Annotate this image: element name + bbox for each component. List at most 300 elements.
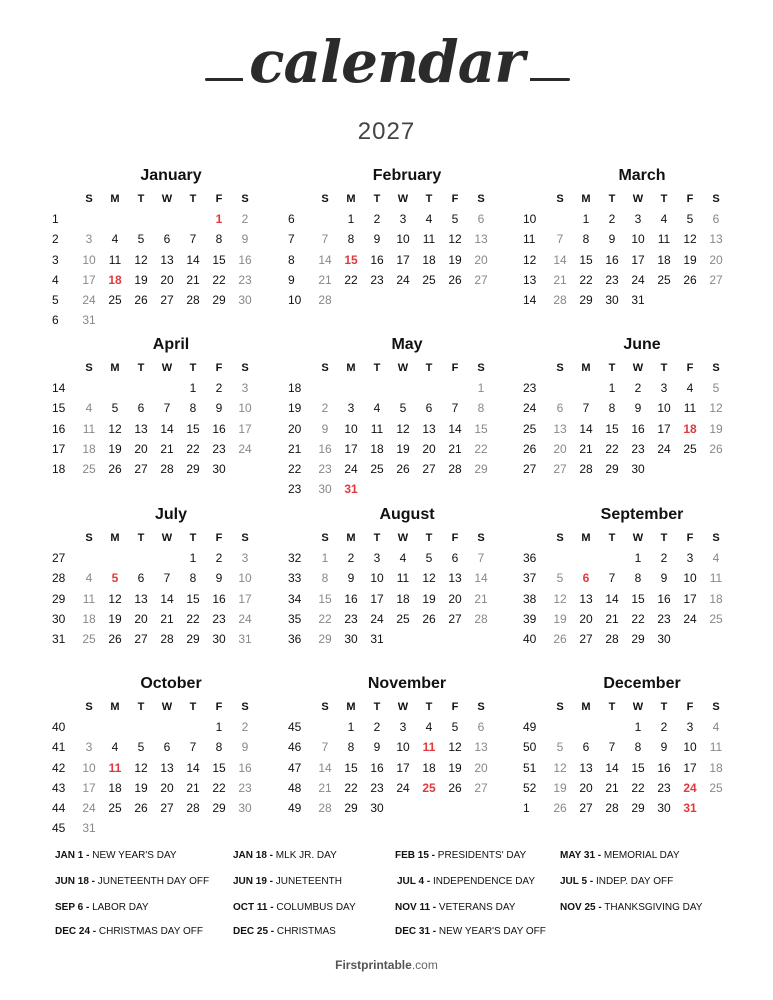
- day-cell: 8: [582, 232, 590, 247]
- holiday-name: NEW YEAR'S DAY: [92, 850, 177, 861]
- empty-day: [703, 290, 729, 310]
- day-cell: 3: [85, 232, 93, 247]
- weekday-header: F: [215, 362, 223, 374]
- day-cell: 4: [686, 381, 694, 396]
- day-cell: 2: [660, 551, 668, 566]
- day-cell: 18: [82, 611, 96, 626]
- empty-day: [154, 378, 180, 398]
- day-cell: 23: [605, 272, 619, 287]
- day-cell: 3: [686, 720, 694, 735]
- day-cell: 4: [425, 720, 433, 735]
- weekday-header: M: [110, 532, 120, 544]
- month-name: October: [140, 675, 202, 692]
- day-cell: 3: [399, 720, 407, 735]
- day-cell: 21: [318, 780, 332, 795]
- weekday-header: W: [632, 193, 644, 205]
- day-cell: 11: [422, 232, 436, 247]
- day-cell: 8: [215, 232, 223, 247]
- day-cell: 8: [634, 740, 642, 755]
- week-number: 45: [288, 720, 302, 735]
- weekday-header: M: [581, 701, 591, 713]
- weekday-header: T: [189, 532, 197, 544]
- day-cell: 10: [344, 421, 358, 436]
- day-cell: 1: [634, 720, 642, 735]
- day-cell: 27: [422, 461, 436, 476]
- month-name: September: [600, 506, 684, 523]
- day-cell: 29: [212, 800, 226, 815]
- empty-day: [703, 798, 729, 818]
- day-cell: 17: [396, 760, 410, 775]
- day-cell: 11: [82, 591, 96, 606]
- empty-day: [547, 717, 573, 737]
- weekday-header: T: [660, 532, 668, 544]
- empty-day: [442, 290, 468, 310]
- day-cell: 13: [160, 252, 174, 267]
- empty-day: [677, 629, 703, 649]
- week-number: 46: [288, 740, 302, 755]
- holiday-item: [560, 902, 702, 913]
- empty-day: [442, 479, 468, 499]
- week-number-header: [286, 189, 312, 209]
- day-cell: 10: [657, 401, 671, 416]
- day-cell: 5: [556, 740, 564, 755]
- week-number-header: [50, 528, 76, 548]
- day-cell: 13: [160, 760, 174, 775]
- day-cell: 21: [186, 780, 200, 795]
- empty-day: [599, 548, 625, 568]
- week-number: 24: [523, 401, 537, 416]
- day-cell: 24: [344, 461, 358, 476]
- day-cell: 20: [709, 252, 723, 267]
- weekday-header: T: [137, 701, 145, 713]
- weekday-header: S: [477, 362, 485, 374]
- day-cell: 11: [657, 232, 671, 247]
- day-cell: 1: [634, 551, 642, 566]
- empty-day: [206, 310, 232, 330]
- weekday-header: S: [85, 701, 93, 713]
- day-cell: 15: [212, 760, 226, 775]
- day-cell: 25: [108, 800, 122, 815]
- day-cell: 25: [396, 611, 410, 626]
- holiday-item: [560, 876, 673, 887]
- day-cell: 9: [373, 740, 381, 755]
- day-cell: 21: [579, 441, 593, 456]
- day-cell: 20: [134, 441, 148, 456]
- weekday-header: M: [110, 701, 120, 713]
- day-cell: 6: [556, 401, 564, 416]
- day-cell: 8: [347, 740, 355, 755]
- day-cell: 7: [556, 232, 564, 247]
- day-cell: 27: [709, 272, 723, 287]
- day-cell: 27: [553, 461, 567, 476]
- holiday-name: PRESIDENTS' DAY: [437, 850, 527, 861]
- week-number: 48: [288, 780, 302, 795]
- day-cell: 18: [108, 272, 122, 287]
- day-cell: 30: [605, 292, 619, 307]
- holiday-date: JUL 5 -: [560, 876, 594, 887]
- day-cell: 10: [82, 252, 96, 267]
- day-cell: 10: [238, 571, 252, 586]
- month-may: [286, 334, 502, 499]
- day-cell: 30: [238, 292, 252, 307]
- empty-day: [76, 548, 102, 568]
- empty-day: [677, 459, 703, 479]
- weekday-header: S: [556, 193, 564, 205]
- day-cell: 16: [344, 591, 358, 606]
- empty-day: [312, 717, 338, 737]
- day-cell: 26: [709, 441, 723, 456]
- day-cell: 28: [186, 292, 200, 307]
- day-cell: 4: [660, 212, 668, 227]
- day-cell: 10: [683, 740, 697, 755]
- day-cell: 22: [186, 441, 200, 456]
- empty-day: [128, 378, 154, 398]
- day-cell: 8: [608, 401, 616, 416]
- day-cell: 3: [241, 551, 249, 566]
- empty-day: [573, 378, 599, 398]
- empty-day: [442, 629, 468, 649]
- holiday-item: [233, 850, 337, 861]
- day-cell: 2: [608, 212, 616, 227]
- day-cell: 13: [134, 421, 148, 436]
- day-cell: 4: [111, 740, 119, 755]
- day-cell: 12: [448, 232, 462, 247]
- day-cell: 5: [686, 212, 694, 227]
- week-number: 45: [52, 821, 66, 836]
- day-cell: 17: [238, 421, 252, 436]
- empty-day: [76, 378, 102, 398]
- day-cell: 3: [634, 212, 642, 227]
- weekday-header: F: [215, 193, 223, 205]
- day-cell: 26: [108, 461, 122, 476]
- weekday-header: T: [189, 701, 197, 713]
- day-cell: 19: [396, 441, 410, 456]
- day-cell: 7: [163, 571, 171, 586]
- day-cell: 22: [318, 611, 332, 626]
- day-cell: 24: [657, 441, 671, 456]
- day-cell: 21: [605, 611, 619, 626]
- week-number: 20: [288, 421, 302, 436]
- day-cell: 1: [321, 551, 329, 566]
- empty-day: [128, 548, 154, 568]
- day-cell: 26: [422, 611, 436, 626]
- day-cell: 23: [212, 611, 226, 626]
- day-cell: 13: [474, 232, 488, 247]
- week-number: 40: [523, 631, 537, 646]
- day-cell: 29: [186, 631, 200, 646]
- day-cell: 14: [579, 421, 593, 436]
- holiday-date: DEC 25 -: [233, 926, 275, 937]
- day-cell: 7: [189, 740, 197, 755]
- day-cell: 16: [605, 252, 619, 267]
- day-cell: 4: [85, 571, 93, 586]
- week-number: 15: [52, 401, 66, 416]
- weekday-header: F: [686, 362, 694, 374]
- day-cell: 3: [686, 551, 694, 566]
- empty-day: [703, 459, 729, 479]
- day-cell: 27: [134, 461, 148, 476]
- day-cell: 23: [238, 780, 252, 795]
- week-number-header: [286, 528, 312, 548]
- week-number: 7: [288, 232, 295, 247]
- week-number-header: [521, 528, 547, 548]
- day-cell: 1: [347, 212, 355, 227]
- day-cell: 1: [582, 212, 590, 227]
- day-cell: 6: [712, 212, 720, 227]
- empty-day: [651, 290, 677, 310]
- holiday-name: INDEP. DAY OFF: [595, 876, 674, 887]
- empty-day: [312, 378, 338, 398]
- empty-day: [102, 717, 128, 737]
- day-cell: 11: [422, 740, 436, 755]
- day-cell: 28: [160, 461, 174, 476]
- empty-day: [677, 290, 703, 310]
- day-cell: 8: [189, 401, 197, 416]
- empty-day: [468, 629, 494, 649]
- weekday-header: T: [189, 193, 197, 205]
- empty-day: [128, 818, 154, 838]
- day-cell: 15: [579, 252, 593, 267]
- day-cell: 24: [82, 292, 96, 307]
- day-cell: 21: [448, 441, 462, 456]
- week-number: 19: [288, 401, 302, 416]
- day-cell: 15: [344, 252, 358, 267]
- day-cell: 18: [683, 421, 697, 436]
- holiday-date: SEP 6 -: [55, 902, 90, 913]
- day-cell: 13: [422, 421, 436, 436]
- empty-day: [154, 717, 180, 737]
- weekday-header: T: [137, 362, 145, 374]
- day-cell: 8: [189, 571, 197, 586]
- day-cell: 4: [712, 720, 720, 735]
- day-cell: 4: [399, 551, 407, 566]
- month-day-grid: [286, 358, 502, 499]
- weekday-header: M: [110, 193, 120, 205]
- day-cell: 9: [215, 401, 223, 416]
- week-number: 40: [52, 720, 66, 735]
- day-cell: 10: [631, 232, 645, 247]
- week-number: 47: [288, 760, 302, 775]
- weekday-header: M: [581, 532, 591, 544]
- holiday-item: [397, 876, 535, 887]
- day-cell: 30: [212, 631, 226, 646]
- holiday-name: INDEPENDENCE DAY: [432, 876, 536, 887]
- month-january: [50, 165, 266, 330]
- weekday-header: T: [660, 362, 668, 374]
- holiday-name: NEW YEAR'S DAY OFF: [438, 926, 546, 937]
- holiday-item: [560, 850, 680, 861]
- day-cell: 25: [709, 780, 723, 795]
- day-cell: 17: [82, 272, 96, 287]
- day-cell: 9: [634, 401, 642, 416]
- day-cell: 31: [370, 631, 384, 646]
- day-cell: 14: [160, 591, 174, 606]
- day-cell: 22: [605, 441, 619, 456]
- day-cell: 20: [579, 780, 593, 795]
- weekday-header: W: [397, 362, 409, 374]
- weekday-header: S: [556, 362, 564, 374]
- day-cell: 15: [212, 252, 226, 267]
- weekday-header: M: [110, 362, 120, 374]
- week-number: 28: [52, 571, 66, 586]
- weekday-header: T: [137, 532, 145, 544]
- holiday-name: LABOR DAY: [92, 902, 149, 913]
- day-cell: 10: [396, 740, 410, 755]
- weekday-header: W: [161, 532, 173, 544]
- weekday-header: F: [215, 701, 223, 713]
- week-number: 34: [288, 591, 302, 606]
- day-cell: 22: [579, 272, 593, 287]
- empty-day: [651, 459, 677, 479]
- day-cell: 18: [709, 760, 723, 775]
- day-cell: 17: [370, 591, 384, 606]
- week-number-header: [50, 697, 76, 717]
- weekday-header: T: [373, 362, 381, 374]
- weekday-header: S: [241, 532, 249, 544]
- day-cell: 9: [660, 740, 668, 755]
- day-cell: 28: [448, 461, 462, 476]
- day-cell: 30: [657, 631, 671, 646]
- day-cell: 25: [683, 441, 697, 456]
- empty-day: [390, 798, 416, 818]
- day-cell: 1: [347, 720, 355, 735]
- weekday-header: M: [346, 532, 356, 544]
- day-cell: 19: [709, 421, 723, 436]
- day-cell: 5: [712, 381, 720, 396]
- day-cell: 7: [451, 401, 459, 416]
- day-cell: 20: [160, 272, 174, 287]
- day-cell: 29: [212, 292, 226, 307]
- day-cell: 14: [605, 760, 619, 775]
- day-cell: 25: [370, 461, 384, 476]
- week-number-header: [521, 189, 547, 209]
- day-cell: 5: [137, 740, 145, 755]
- week-number: 10: [288, 292, 302, 307]
- day-cell: 14: [553, 252, 567, 267]
- week-number: 18: [52, 461, 66, 476]
- holiday-date: MAY 31 -: [560, 850, 602, 861]
- day-cell: 14: [605, 591, 619, 606]
- weekday-header: T: [137, 193, 145, 205]
- day-cell: 16: [238, 760, 252, 775]
- day-cell: 7: [477, 551, 485, 566]
- day-cell: 16: [657, 760, 671, 775]
- empty-day: [128, 717, 154, 737]
- weekday-header: M: [346, 193, 356, 205]
- day-cell: 15: [344, 760, 358, 775]
- day-cell: 2: [347, 551, 355, 566]
- brand-suffix: .com: [411, 958, 438, 972]
- week-number: 3: [52, 252, 59, 267]
- week-number: 11: [523, 232, 536, 247]
- holiday-item: [233, 902, 356, 913]
- day-cell: 2: [215, 551, 223, 566]
- day-cell: 11: [108, 760, 122, 775]
- week-number-header: [521, 697, 547, 717]
- weekday-header: S: [712, 701, 720, 713]
- day-cell: 4: [373, 401, 381, 416]
- day-cell: 24: [238, 611, 252, 626]
- month-august: [286, 504, 502, 649]
- holiday-item: [55, 850, 177, 861]
- title-text: calendar: [243, 28, 530, 96]
- empty-day: [390, 629, 416, 649]
- week-number: 17: [52, 441, 66, 456]
- day-cell: 28: [474, 611, 488, 626]
- weekday-header: F: [451, 362, 459, 374]
- day-cell: 12: [553, 591, 567, 606]
- weekday-header: F: [686, 701, 694, 713]
- weekday-header: S: [321, 532, 329, 544]
- month-april: [50, 334, 266, 479]
- day-cell: 5: [451, 212, 459, 227]
- empty-day: [180, 818, 206, 838]
- week-number: 5: [52, 292, 59, 307]
- day-cell: 26: [108, 631, 122, 646]
- week-number: 39: [523, 611, 537, 626]
- day-cell: 31: [344, 482, 358, 497]
- day-cell: 29: [474, 461, 488, 476]
- day-cell: 5: [451, 720, 459, 735]
- day-cell: 20: [134, 611, 148, 626]
- empty-day: [416, 290, 442, 310]
- day-cell: 23: [212, 441, 226, 456]
- empty-day: [180, 209, 206, 229]
- week-number: 13: [523, 272, 537, 287]
- day-cell: 12: [108, 591, 122, 606]
- holiday-item: [395, 850, 526, 861]
- day-cell: 19: [448, 252, 462, 267]
- weekday-header: S: [712, 362, 720, 374]
- week-number: 1: [52, 212, 59, 227]
- empty-day: [102, 310, 128, 330]
- day-cell: 19: [553, 780, 567, 795]
- day-cell: 24: [82, 800, 96, 815]
- week-number: 21: [288, 441, 302, 456]
- day-cell: 20: [474, 760, 488, 775]
- weekday-header: F: [451, 701, 459, 713]
- day-cell: 30: [657, 800, 671, 815]
- weekday-header: W: [632, 532, 644, 544]
- day-cell: 21: [474, 591, 488, 606]
- day-cell: 5: [137, 232, 145, 247]
- weekday-header: T: [425, 193, 433, 205]
- day-cell: 12: [134, 252, 148, 267]
- weekday-header: S: [241, 362, 249, 374]
- day-cell: 11: [709, 740, 723, 755]
- day-cell: 31: [82, 821, 96, 836]
- empty-day: [547, 548, 573, 568]
- day-cell: 2: [241, 720, 249, 735]
- empty-day: [102, 378, 128, 398]
- day-cell: 25: [82, 631, 96, 646]
- day-cell: 7: [189, 232, 197, 247]
- day-cell: 19: [108, 611, 122, 626]
- day-cell: 30: [631, 461, 645, 476]
- day-cell: 2: [373, 212, 381, 227]
- day-cell: 5: [399, 401, 407, 416]
- day-cell: 9: [215, 571, 223, 586]
- month-december: [521, 673, 737, 818]
- day-cell: 27: [160, 800, 174, 815]
- day-cell: 3: [373, 551, 381, 566]
- day-cell: 12: [553, 760, 567, 775]
- day-cell: 31: [631, 292, 645, 307]
- empty-day: [102, 548, 128, 568]
- week-number: 27: [523, 461, 537, 476]
- weekday-header: S: [321, 193, 329, 205]
- holiday-item: [55, 902, 149, 913]
